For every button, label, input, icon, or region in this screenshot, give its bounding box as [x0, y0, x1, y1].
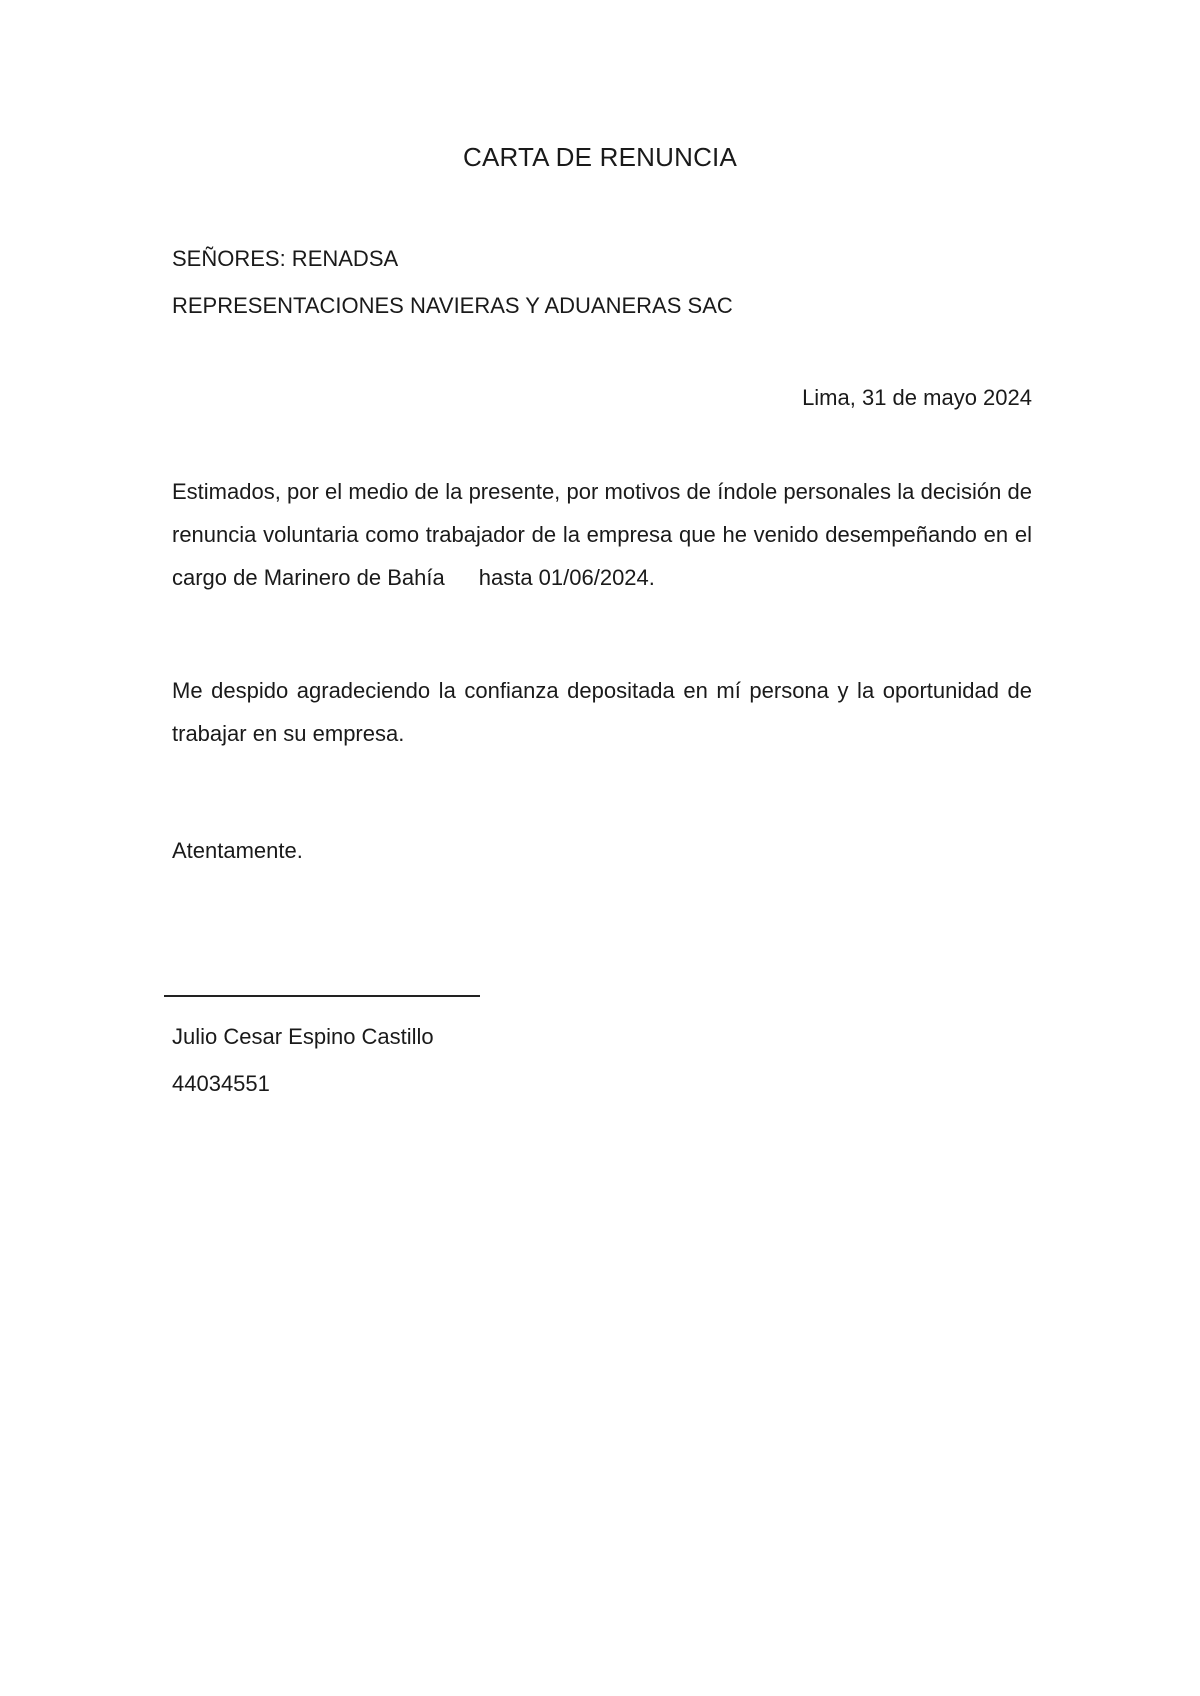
body-paragraph-1 — [172, 470, 1032, 599]
body-paragraph-1-text: Estimados, por el medio de la presente, por motivos de índole personales la decisión de renuncia voluntaria como trabajador de la empresa que he venido desempeñando en el cargo de Marinero de Bahía — [172, 479, 1032, 590]
signer-name: Julio Cesar Espino Castillo — [172, 1024, 434, 1049]
recipient-line-2: REPRESENTACIONES NAVIERAS Y ADUANERAS SAC — [172, 293, 733, 318]
letter-date: Lima, 31 de mayo 2024 — [802, 385, 1032, 410]
closing-text: Atentamente. — [172, 838, 303, 863]
signer-id-number: 44034551 — [172, 1071, 270, 1096]
recipient-line-1: SEÑORES: RENADSA — [172, 246, 399, 271]
body-paragraph-2: Me despido agradeciendo la confianza depositada en mí persona y la oportunidad de trabajar en su empresa. — [172, 678, 1032, 746]
page-title: CARTA DE RENUNCIA — [462, 142, 738, 172]
signature-line — [164, 995, 480, 997]
body-paragraph-1-end-date: hasta 01/06/2024. — [478, 565, 655, 590]
